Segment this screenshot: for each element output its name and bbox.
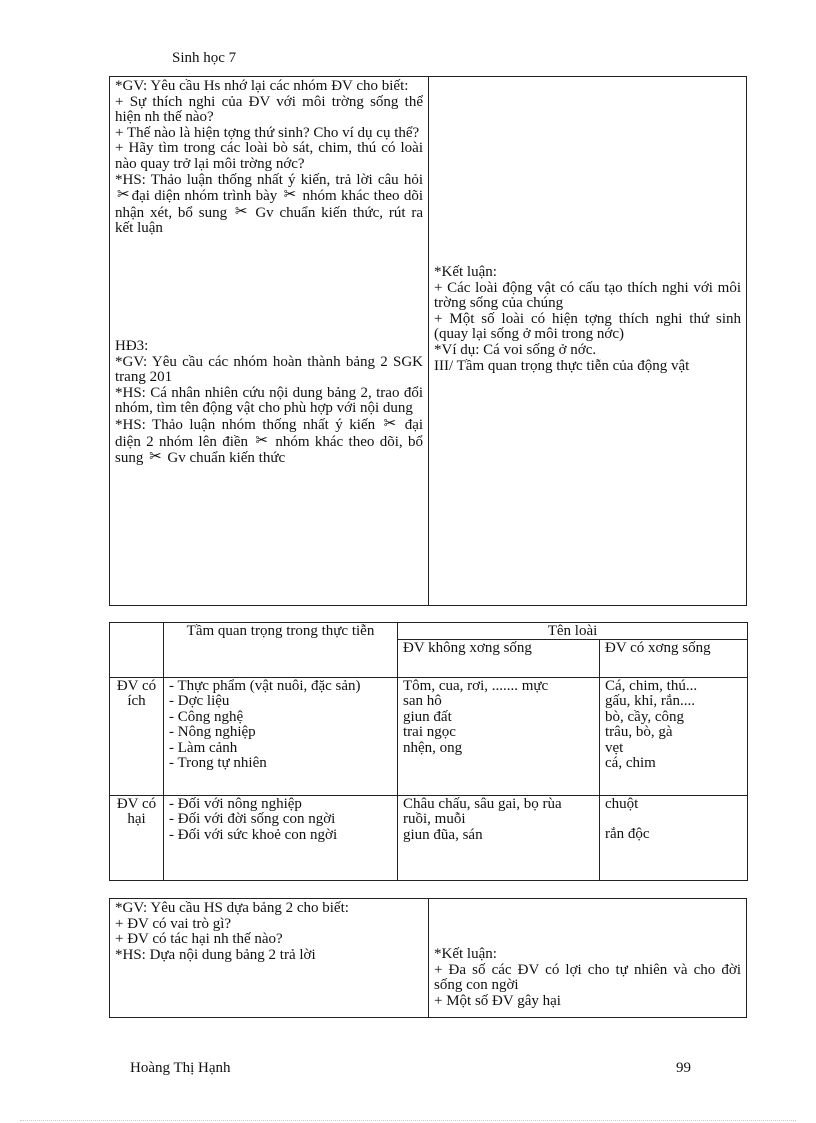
harmful-label: ĐV có hại xyxy=(110,796,164,881)
question-secondary: + Thế nào là hiện tợng thứ sinh? Cho ví dụ cụ thể? xyxy=(115,124,420,141)
page-bottom-divider xyxy=(20,1120,796,1121)
importance-item: - Dợc liệu xyxy=(169,693,230,710)
beneficial-vertebrate-cell xyxy=(600,678,748,796)
conclusion-column-2 xyxy=(428,899,746,1017)
scissors-icon: ✂ xyxy=(234,203,248,220)
hs-part-3: nhóm khác theo dõi nhận xét, bổ sung xyxy=(115,188,424,221)
importance-item: - Đối với đời sống con ngời xyxy=(169,811,336,828)
species-item: nhện, ong xyxy=(403,739,463,756)
importance-table xyxy=(109,622,748,881)
importance-item: - Trong tự nhiên xyxy=(169,755,267,772)
hs-answer: *HS: Dựa nội dung bảng 2 trả lời xyxy=(115,946,316,963)
footer-author: Hoàng Thị Hạnh xyxy=(130,1060,231,1076)
conclusion-column xyxy=(428,77,746,605)
scissors-icon: ✂ xyxy=(117,187,130,204)
beneficial-label: ĐV có ích xyxy=(110,678,164,796)
empty-corner-cell xyxy=(110,623,164,678)
species-item: Châu chấu, sâu gai, bọ rùa xyxy=(403,796,562,812)
header-importance: Tầm quan trọng trong thực tiễn xyxy=(164,623,398,678)
scissors-icon: ✂ xyxy=(149,449,162,466)
species-item: ruồi, muỗi xyxy=(403,811,466,828)
species-item: giun đất xyxy=(403,708,452,725)
species-item: rắn độc xyxy=(605,826,650,843)
species-item: gấu, khỉ, rắn.... xyxy=(605,693,695,710)
beneficial-invertebrate-cell xyxy=(398,678,600,796)
importance-item: - Thực phẩm (vật nuôi, đặc sản) xyxy=(169,678,361,694)
conclusion-title: *Kết luận: xyxy=(434,264,497,280)
harmful-importance-cell xyxy=(164,796,398,881)
scissors-icon: ✂ xyxy=(383,415,397,432)
teacher-student-column-2 xyxy=(110,899,428,1017)
hd3-hs-part-4: Gv chuẩn kiến thức xyxy=(167,450,286,467)
species-item xyxy=(605,812,742,827)
activity-block-1 xyxy=(109,76,747,606)
hd3-gv: *GV: Yêu cầu các nhóm hoàn thành bảng 2 SGK trang 201 xyxy=(115,353,423,386)
hs-discussion xyxy=(115,173,423,237)
species-item: Cá, chim, thú... xyxy=(605,678,698,694)
hd3-hs-discussion xyxy=(115,417,423,467)
teacher-student-column xyxy=(110,77,428,605)
header-species: Tên loài xyxy=(398,623,748,640)
header-invertebrate: ĐV không xơng sống xyxy=(398,640,600,678)
section-iii-title: III/ Tầm quan trọng thực tiễn của động vật xyxy=(434,357,690,374)
conclusion-title-2: *Kết luận: xyxy=(434,946,497,962)
species-item: trâu, bò, gà xyxy=(605,724,673,741)
question-harm: + ĐV có tác hại nh thế nào? xyxy=(115,931,283,948)
scissors-icon: ✂ xyxy=(255,432,268,449)
importance-item: - Đối với sức khoẻ con ngời xyxy=(169,826,338,843)
importance-item: - Đối với nông nghiệp xyxy=(169,796,302,812)
activity-block-2 xyxy=(109,898,747,1018)
harmful-invertebrate-cell xyxy=(398,796,600,881)
beneficial-importance-cell xyxy=(164,678,398,796)
gv-instruction-2: *GV: Yêu cầu HS dựa bảng 2 cho biết: xyxy=(115,900,349,916)
question-role: + ĐV có vai trò gì? xyxy=(115,915,232,932)
page-number: 99 xyxy=(676,1060,691,1076)
species-item: trai ngọc xyxy=(403,724,456,741)
importance-item: - Làm cảnh xyxy=(169,739,238,756)
importance-item: - Nông nghiệp xyxy=(169,724,256,741)
species-item: vẹt xyxy=(605,739,624,756)
species-item: bò, cầy, công xyxy=(605,708,684,725)
hd3-hs-part-1: *HS: Thảo luận nhóm thống nhất ý kiến xyxy=(115,416,376,433)
header-vertebrate: ĐV có xơng sống xyxy=(600,640,748,678)
species-item: san hô xyxy=(403,693,442,710)
example-whale: *Ví dụ: Cá voi sống ở nớc. xyxy=(434,341,597,358)
conclusion-adaptation: + Các loài động vật có cấu tạo thích nghi với môi trờng sống của chúng xyxy=(434,279,741,312)
hs-part-4: Gv chuẩn kiến thức, rút ra kết luận xyxy=(115,204,424,237)
question-adaptation: + Sự thích nghi của ĐV với môi trờng sống thể hiện nh thế nào? xyxy=(115,93,423,126)
gv-instruction: *GV: Yêu cầu Hs nhớ lại các nhóm ĐV cho biết: xyxy=(115,78,409,94)
importance-item: - Công nghệ xyxy=(169,708,244,725)
conclusion-harmful: + Một số ĐV gây hại xyxy=(434,992,561,1009)
species-item: cá, chim xyxy=(605,755,656,772)
hs-part-2: đại diện nhóm trình bày xyxy=(131,188,278,205)
page-header-subject: Sinh học 7 xyxy=(172,50,237,66)
harmful-vertebrate-cell xyxy=(600,796,748,881)
hd3-hs-research: *HS: Cá nhân nhiên cứu nội dung bảng 2, trao đổi nhóm, tìm tên động vật cho phù hợp với nội dung xyxy=(115,384,423,417)
conclusion-beneficial: + Đa số các ĐV có lợi cho tự nhiên và cho đời sống con ngời xyxy=(434,961,741,994)
species-item: chuột xyxy=(605,796,639,812)
species-item: Tôm, cua, rơi, ....... mực xyxy=(403,678,549,694)
scissors-icon: ✂ xyxy=(283,187,297,204)
hd3-hs-part-2: đại diện 2 nhóm lên điền xyxy=(115,416,424,450)
hs-part-1: *HS: Thảo luận thống nhất ý kiến, trả lời câu hỏi xyxy=(115,171,423,188)
hd3-hs-part-3: nhóm khác theo dõi, bổ sung xyxy=(115,433,423,467)
conclusion-secondary: + Một số loài có hiện tợng thích nghi thứ sinh (quay lại sống ở môi trong nớc) xyxy=(434,310,741,343)
hd3-title: HĐ3: xyxy=(115,337,149,354)
question-return-water: + Hãy tìm trong các loài bò sát, chim, thú có loài nào quay trở lại môi trờng nớc? xyxy=(115,140,423,172)
species-item: giun đũa, sán xyxy=(403,826,483,843)
